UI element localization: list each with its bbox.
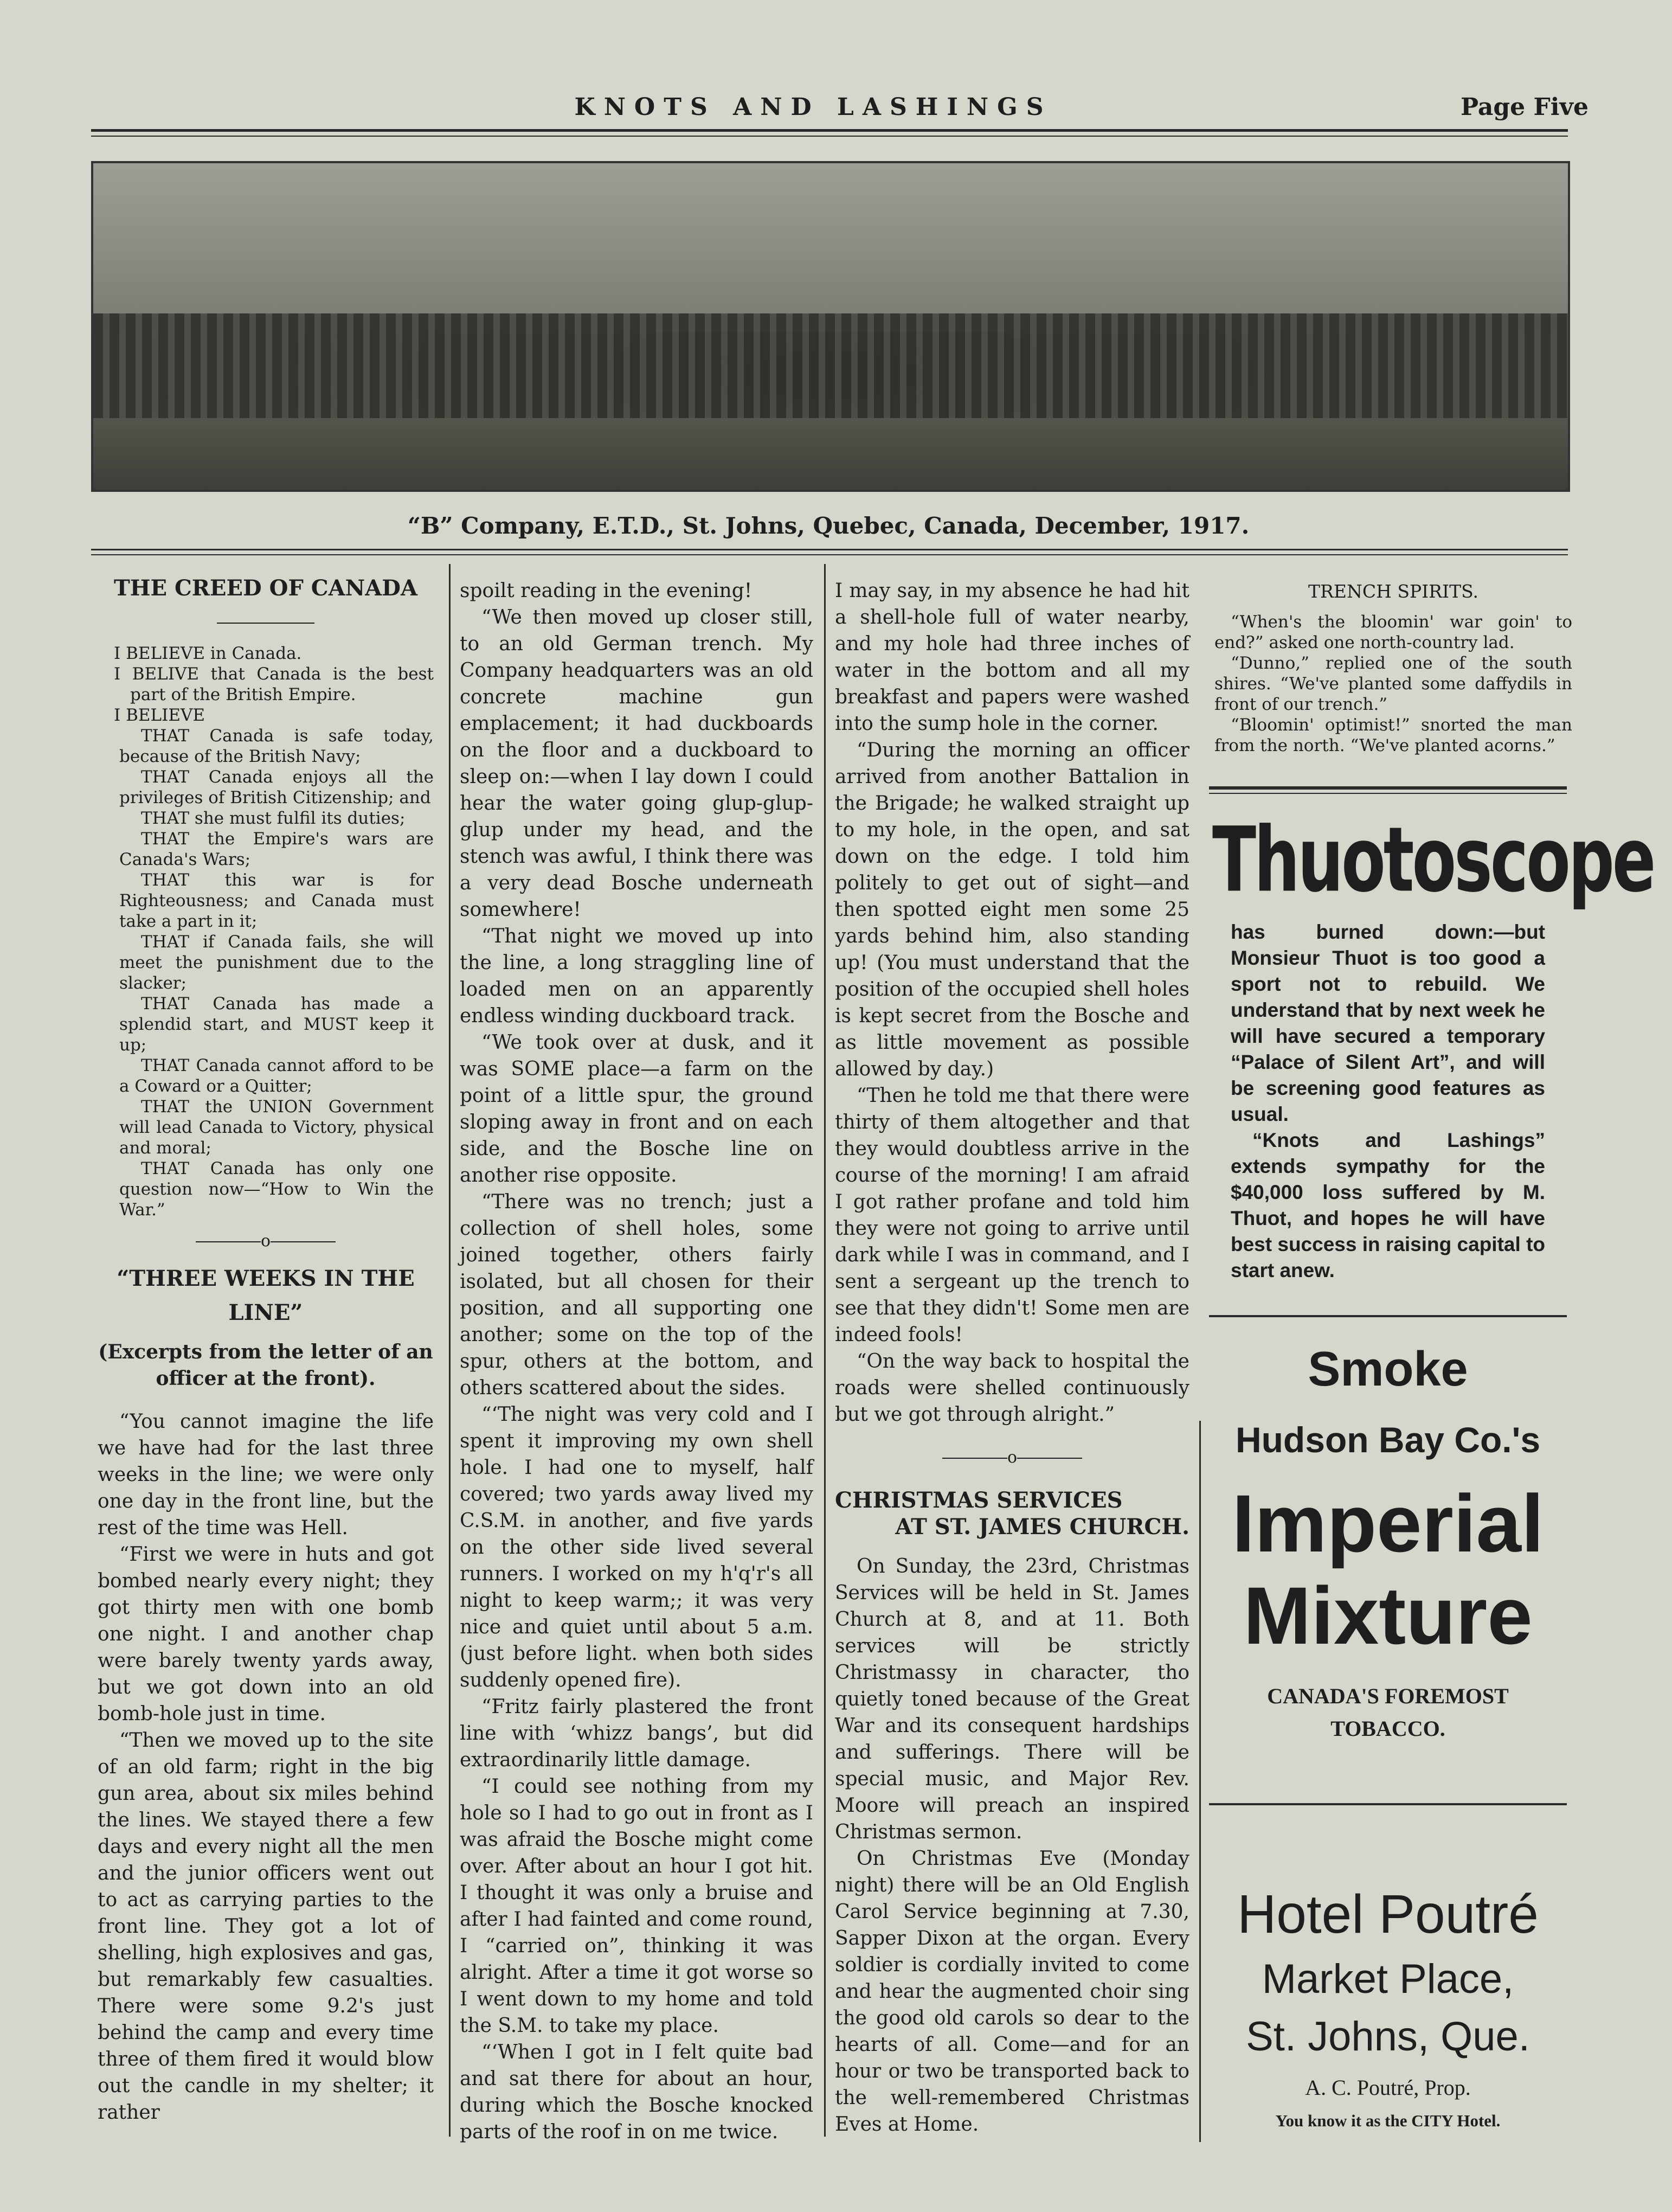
article-paragraph: I may say, in my absence he had hit a shell-hole full of water nearby, and my hole had three inches of water in the bottom and all my breakfast and papers were washed into the sump hole in the corner.: [835, 580, 1189, 735]
section-rule: [91, 549, 1568, 550]
creed-body: [98, 643, 434, 1220]
article-paragraph: “‘The night was very cold and I spent it improving my own shell hole. I had one to myself, half covered; two yards away lived my C.S.M. in another, and five yards on the other side lived several runners. I worked on my h'q'r's all night to keep warm;; it was very nice and quiet until about 5 a.m. (just before light. when both sides suddenly opened fire).: [460, 1403, 813, 1691]
thuotoscope-text: [1231, 919, 1545, 1284]
trench-spirits-line: “When's the bloomin' war goin' to end?” asked one north-country lad.: [1214, 612, 1572, 652]
section-rule-thin: [91, 554, 1568, 555]
creed-line: I BELIEVE: [114, 706, 205, 725]
ornament-rule: ――――――: [217, 613, 314, 632]
hotel-poutre-ad: [1201, 1882, 1575, 2134]
creed-title: THE CREED OF CANADA: [114, 575, 417, 601]
creed-line: THAT Canada is safe today, because of the British Navy;: [119, 726, 434, 766]
column-divider: [449, 564, 451, 2137]
creed-line: THAT she must fulfil its duties;: [141, 809, 406, 828]
creed-line: I BELIVE that Canada is the best part of the British Empire.: [114, 664, 434, 704]
ad-mixture: Mixture: [1243, 1570, 1533, 1661]
company-photo: [91, 161, 1570, 492]
column-3: [835, 578, 1189, 2138]
creed-line: THAT the UNION Government will lead Canada to Victory, physical and moral;: [119, 1097, 434, 1158]
ad-imperial: Imperial: [1232, 1478, 1544, 1569]
article-paragraph: “I could see nothing from my hole so I had to go out in front as I was afraid the Bosche might come over. After about an hour I got hit. I thought it was only a bruise and after I had fainted and come round, I “carried on”, thinking it was alright. After a time it got worse so I went down to my home and told the S.M. to take my place.: [460, 1775, 813, 2037]
article-paragraph: “We then moved up closer still, to an old German trench. My Company headquarters was an old concrete machine gun emplacement; it had duckboards on the floor and a duckboard to sleep on:—when I lay down I could hear the water going glup-glup-glup under my head, and the stench was awful, I think there was a very dead Bosche underneath somewhere!: [460, 606, 813, 921]
article-paragraph: “On the way back to hospital the roads were shelled continuously but we got through alright.”: [835, 1350, 1189, 1426]
thuotoscope-paragraph: has burned down:—but Monsieur Thuot is too good a sport not to rebuild. We understand that by next week he will have secured a temporary “Palace of Silent Art”, and will be screening good features as usual.: [1231, 921, 1545, 1125]
trench-spirits: [1214, 581, 1572, 756]
hotel-proprietor: A. C. Poutré, Prop.: [1305, 2075, 1471, 2100]
ad-rule: [1209, 1803, 1567, 1805]
masthead-title: KNOTS AND LASHINGS: [574, 93, 1052, 121]
three-weeks-title-2: LINE”: [228, 1300, 303, 1325]
article-paragraph: “During the morning an officer arrived from another Battalion in the Brigade; he walked straight up to my hole, in the open, and sat down on the edge. I told him politely to get out of sight—and then spotted eight men some 25 yards behind him, also standing up! (You must understand that the position of the occupied shell holes is kept secret from the Bosche and as little movement as possible allowed by day.): [835, 739, 1189, 1080]
christmas-title-2: AT ST. JAMES CHURCH.: [895, 1514, 1189, 1540]
hotel-tagline: You know it as the CITY Hotel.: [1275, 2111, 1501, 2130]
imperial-mixture-ad: [1201, 1339, 1575, 1745]
trench-spirits-line: “Bloomin' optimist!” snorted the man from the north. “We've planted acorns.”: [1214, 715, 1572, 755]
hotel-name: Hotel Poutré: [1237, 1884, 1539, 1945]
article-paragraph: “There was no trench; just a collection of shell holes, some joined together, others fairly isolated, but all chosen for their position, and all supporting one another; some on the top of the spur, others at the bottom, and others scattered about the sides.: [460, 1191, 813, 1399]
christmas-title: CHRISTMAS SERVICES: [835, 1488, 1123, 1513]
column-2: [460, 578, 813, 2145]
article-paragraph: “That night we moved up into the line, a long straggling line of loaded men on an apparently endless winding duckboard track.: [460, 925, 813, 1027]
article-paragraph: “Fritz fairly plastered the front line with ‘whizz bangs’, but did extraordinarily little damage.: [460, 1696, 813, 1771]
creed-line: THAT the Empire's wars are Canada's Wars;: [119, 829, 434, 869]
article-paragraph: “You cannot imagine the life we have had for the last three weeks in the line; we were only one day in the front line, but the rest of the time was Hell.: [98, 1410, 434, 1539]
photo-caption: “B” Company, E.T.D., St. Johns, Quebec, Canada, December, 1917.: [407, 512, 1250, 539]
trench-spirits-title: TRENCH SPIRITS.: [1308, 581, 1478, 602]
article-paragraph: On Christmas Eve (Monday night) there will be an Old English Carol Service beginning at 7.30, Sapper Dixon at the organ. Every soldier is cordially invited to come and hear the augmented choir sing the good old carols so dear to the hearts of all. Come—and for an hour or two be transported back to the well-remembered Christmas Eves at Home.: [835, 1848, 1189, 2136]
creed-line: I BELIEVE in Canada.: [114, 644, 302, 663]
three-weeks-title: “THREE WEEKS IN THE: [117, 1266, 415, 1291]
thuotoscope-logo: Thuotoscope: [1212, 808, 1654, 913]
article-paragraph: “Then he told me that there were thirty of them altogether and that they would doubtless arrive in the course of the morning! I am afraid I got rather profane and told him they were not going to arrive until dark while I was in command, and I sent a sergeant up the trench to see that they didn't! Some men are indeed fools!: [835, 1085, 1189, 1346]
creed-line: THAT Canada cannot afford to be a Coward or a Quitter;: [119, 1056, 434, 1096]
article-paragraph: “We took over at dusk, and it was SOME place—a farm on the point of a little spur, the ground sloping away in front and on each side, and the Bosche line on another rise opposite.: [460, 1031, 813, 1187]
ad-smoke: Smoke: [1308, 1342, 1468, 1396]
creed-line: THAT this war is for Righteousness; and Canada must take a part in it;: [119, 870, 434, 931]
hotel-address-2: St. Johns, Que.: [1246, 2014, 1530, 2060]
creed-line: THAT if Canada fails, she will meet the punishment due to the slacker;: [119, 932, 434, 993]
ad-rule-thin: [1209, 793, 1567, 794]
three-weeks-subtitle: (Excerpts from the letter of an officer at the front).: [98, 1341, 433, 1390]
ad-rule: [1209, 786, 1567, 790]
ornament-rule: ――――o――――: [195, 1232, 336, 1251]
thuotoscope-paragraph: “Knots and Lashings” extends sympathy for the $40,000 loss suffered by M. Thuot, and hopes he will have best success in raising capital to start anew.: [1231, 1129, 1545, 1281]
ad-foremost: CANADA'S FOREMOST: [1267, 1684, 1509, 1708]
page-number: Page Five: [1460, 93, 1589, 121]
header-rule-thin: [91, 136, 1568, 137]
trench-spirits-line: “Dunno,” replied one of the south shires. “We've planted some daffydils in front of our trench.”: [1214, 653, 1572, 714]
creed-line: THAT Canada has only one question now—“How to Win the War.”: [119, 1159, 434, 1220]
creed-line: THAT Canada enjoys all the privileges of British Citizenship; and: [119, 767, 434, 807]
hotel-address-1: Market Place,: [1262, 1956, 1514, 2002]
creed-line: THAT Canada has made a splendid start, and MUST keep it up;: [119, 994, 434, 1055]
article-paragraph: “‘When I got in I felt quite bad and sat there for about an hour, during which the Bosche knocked parts of the roof in on me twice.: [460, 2041, 813, 2143]
article-paragraph: On Sunday, the 23rd, Christmas Services will be held in St. James Church at 8, and at 11. Both services will be strictly Christmassy in character, tho quietly toned because of the Great War and its consequent hardships and sufferings. There will be special music, and Major Rev. Moore will preach an inspired Christmas sermon.: [835, 1555, 1189, 1843]
column-1: [98, 575, 434, 2126]
ad-rule: [1209, 1315, 1567, 1317]
article-paragraph: spoilt reading in the evening!: [460, 580, 753, 602]
column-divider: [824, 564, 826, 2137]
header-rule: [91, 129, 1568, 132]
ornament-rule: ――――o――――: [942, 1448, 1083, 1467]
ad-hudson-bay: Hudson Bay Co.'s: [1235, 1420, 1541, 1460]
article-paragraph: “First we were in huts and got bombed nearly every night; they got thirty men with one bomb one night. I and another chap were barely twenty yards away, but we got down into an old bomb-hole just in time.: [98, 1543, 434, 1725]
ad-tobacco: TOBACCO.: [1330, 1716, 1445, 1741]
article-paragraph: “Then we moved up to the site of an old farm; right in the big gun area, about six miles behind the lines. We stayed there a few days and every night all the men and the junior officers went out to act as carrying parties to the front line. They got a lot of shelling, high explosives and gas, but remarkably few casualties. There were some 9.2's just behind the camp and every time three of them fired it would blow out the candle in my shelter; it rather: [98, 1729, 434, 2124]
